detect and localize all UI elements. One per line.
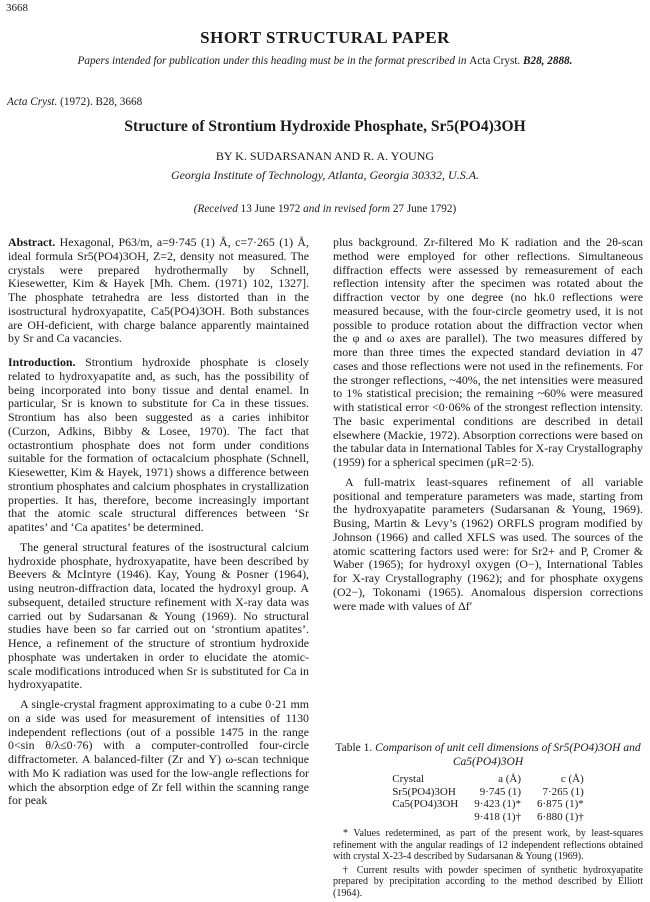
received-text-b: and in revised form bbox=[303, 203, 391, 215]
table-cell: 9·418 (1)† bbox=[474, 810, 521, 823]
left-column bbox=[8, 236, 309, 814]
header-crystal: Crystal bbox=[392, 773, 425, 785]
table-cell: 9·423 (1)* bbox=[474, 798, 521, 810]
table-cell: 6·875 (1)* bbox=[537, 798, 584, 810]
table-footnotes bbox=[333, 828, 643, 900]
intro-paragraph-3: A single-crystal fragment approximating to a cube 0·21 mm on a side was used for measurement of intensities of 1130 independent reflections (out of a possible 1475 in the range 0<sin θ/λ≤0·76) with a computer-controlled four-circle diffractometer. A balanced-filter (Zr and Y) ω-scan technique with Mo K radiation was used for the low-angle reflections for which the absorption edge of Zr fell within the scanning range for peak bbox=[8, 697, 309, 808]
citation-journal: Acta Cryst. bbox=[7, 96, 58, 108]
cell-dimensions-table bbox=[384, 773, 592, 823]
abstract-text: Hexagonal, P63/m, a=9·745 (1) Å, c=7·265 (1) Å, ideal formula Sr5(PO4)3OH, Z=2, density not measured. The crystals were prepared hydrothermally by Schnell, Kiesewetter, Kim & Hayek [Mh. Chem. (1971) 102, 1327]. The phosphate tetrahedra are less distorted than in the isostructural hydroxyapatite, Ca5(PO4)3OH. Both substances are OH-deficient, with charge balance apparently maintained by Sr and Ca vacancies. bbox=[8, 235, 309, 346]
paper-title: Structure of Strontium Hydroxide Phosphate, Sr5(PO4)3OH bbox=[124, 118, 526, 135]
table-footnote: † Current results with powder specimen of synthetic hydroxyapatite prepared by precipitation according to the method described by Elliott (1964). bbox=[333, 864, 643, 899]
header-c: c (Å) bbox=[560, 773, 584, 785]
citation-ref: (1972). B28, 3668 bbox=[60, 96, 143, 108]
intro-text-1: Strontium hydroxide phosphate is closely related to hydroxyapatite and, as such, has the possibility of being incorporated into bony tissue and dental enamel. In particular, Sr is known to substitute for Ca in these tissues. Strontium has also been suggested as a caries inhibitor (Curzon, Adkins, Bibby & Losee, 1970). The fact that octastrontium phosphate does not form under conditions suitable for the formation of octacalcium phosphate (Schnell, Kiesewetter, Kim & Hayek, 1971) shows a difference between strontium phosphates and calcium phosphates in crystallization properties. It has, therefore, become increasingly important that the atomic scale structural differences between ‘Sr apatites’ and ‘Ca apatites’ be determined. bbox=[8, 355, 309, 534]
table-cell: 7·265 (1) bbox=[542, 785, 584, 798]
received-text-a: (Received bbox=[193, 203, 238, 215]
table-caption bbox=[333, 741, 643, 769]
notice-text: Papers intended for publication under this heading must be in the format prescribed in bbox=[77, 55, 467, 67]
intro-heading: Introduction. bbox=[8, 355, 76, 369]
table-1 bbox=[333, 741, 643, 902]
received-date-1: 13 June 1972 bbox=[240, 203, 301, 215]
table-cell bbox=[384, 811, 466, 824]
table-footnote: * Values redetermined, as part of the present work, by least-squares refinement with the angular readings of 12 independent reflections obtained with crystal X-23-4 described by Sudarsanan & Young (1969). bbox=[333, 828, 643, 863]
received-date-2: 27 June 1792) bbox=[392, 203, 457, 215]
page-number: 3668 bbox=[6, 2, 28, 14]
section-notice bbox=[0, 55, 650, 67]
notice-journal: Acta Cryst. bbox=[469, 55, 521, 67]
table-row bbox=[384, 786, 592, 799]
received-dates bbox=[0, 203, 650, 215]
intro-paragraph-2: The general structural features of the isostructural calcium hydroxide phosphate, hydroxyapatite, have been described by Beevers & McIntyre (1946). Kay, Young & Posner (1964), using neutron-diffraction data, located the hydroxyl group. A subsequent, detailed structure refinement with X-ray data was carried out by Sudarsanan & Young (1969). No structural studies have been so far carried out on ‘strontium apatites’. Hence, a refinement of the structure of strontium hydroxide phosphate was undertaken in order to elucidate the atomic-scale modifications introduced when Sr is substituted for Ca in hydroxyapatite. bbox=[8, 539, 309, 692]
table-header-row bbox=[384, 773, 592, 786]
authors: BY K. SUDARSANAN AND R. A. YOUNG bbox=[215, 149, 435, 163]
table-cell: 9·745 (1) bbox=[479, 785, 521, 798]
method-paragraph: plus background. Zr-filtered Mo K radiation and the 2θ-scan method were employed for other reflections. Simultaneous diffraction effects were assessed by remeasurement of each reflection intensity after the specimen was rotated about the diffraction vector by one degree (no hk.0 reflections were measured because, with the four-circle geometry used, it is not possible to produce rotation about the diffraction vector when the φ and ω axes are parallel). The two measures differed by more than three times the expected standard deviation in 47 cases and those reflections were not used in the refinements. For the stronger reflections, ~40%, the net intensities were measured to 1% statistical precision; the remaining ~60% were measured with statistical error <0·06% of the strongest reflection intensity. The basic experimental conditions are described in detail elsewhere (Mackie, 1972). Absorption corrections were based on the tabular data in International Tables for X-ray Crystallography (1959) for a spherical specimen (μR=2·5). bbox=[333, 235, 643, 469]
abstract-heading: Abstract. bbox=[8, 235, 56, 249]
header-a: a (Å) bbox=[498, 773, 521, 785]
table-cell: 6·880 (1)† bbox=[537, 810, 584, 823]
notice-ref: B28, 2888. bbox=[523, 55, 573, 67]
section-title: SHORT STRUCTURAL PAPER bbox=[200, 28, 450, 47]
refinement-paragraph: A full-matrix least-squares refinement of all variable positional and temperature parameters was made, starting from the hydroxyapatite parameters (Sudarsanan & Young, 1969). Busing, Martin & Levy’s (1962) ORFLS program modified by Johnson (1966) and called XFLS was used. The sources of the atomic scattering factors used were: for Sr2+ and P, Cromer & Waber (1965); for hydroxyl oxygen (O−), International Tables for X-ray Crystallography (1962); and for phosphate oxygens (O2−), Tokonami (1965). Anomalous dispersion corrections were made with values of Δf′ bbox=[333, 474, 643, 613]
journal-citation bbox=[7, 96, 142, 108]
table-cell: Ca5(PO4)3OH bbox=[392, 798, 459, 810]
affiliation: Georgia Institute of Technology, Atlanta, Georgia 30332, U.S.A. bbox=[170, 168, 480, 182]
table-row bbox=[384, 798, 592, 811]
right-column bbox=[333, 236, 643, 619]
table-caption-text: Comparison of unit cell dimensions of Sr5(PO4)3OH and Ca5(PO4)3OH bbox=[375, 742, 641, 768]
abstract bbox=[8, 236, 309, 346]
table-row bbox=[384, 811, 592, 824]
table-cell: Sr5(PO4)3OH bbox=[392, 785, 456, 798]
table-label: Table 1. bbox=[335, 742, 373, 754]
intro-paragraph-1 bbox=[8, 356, 309, 535]
